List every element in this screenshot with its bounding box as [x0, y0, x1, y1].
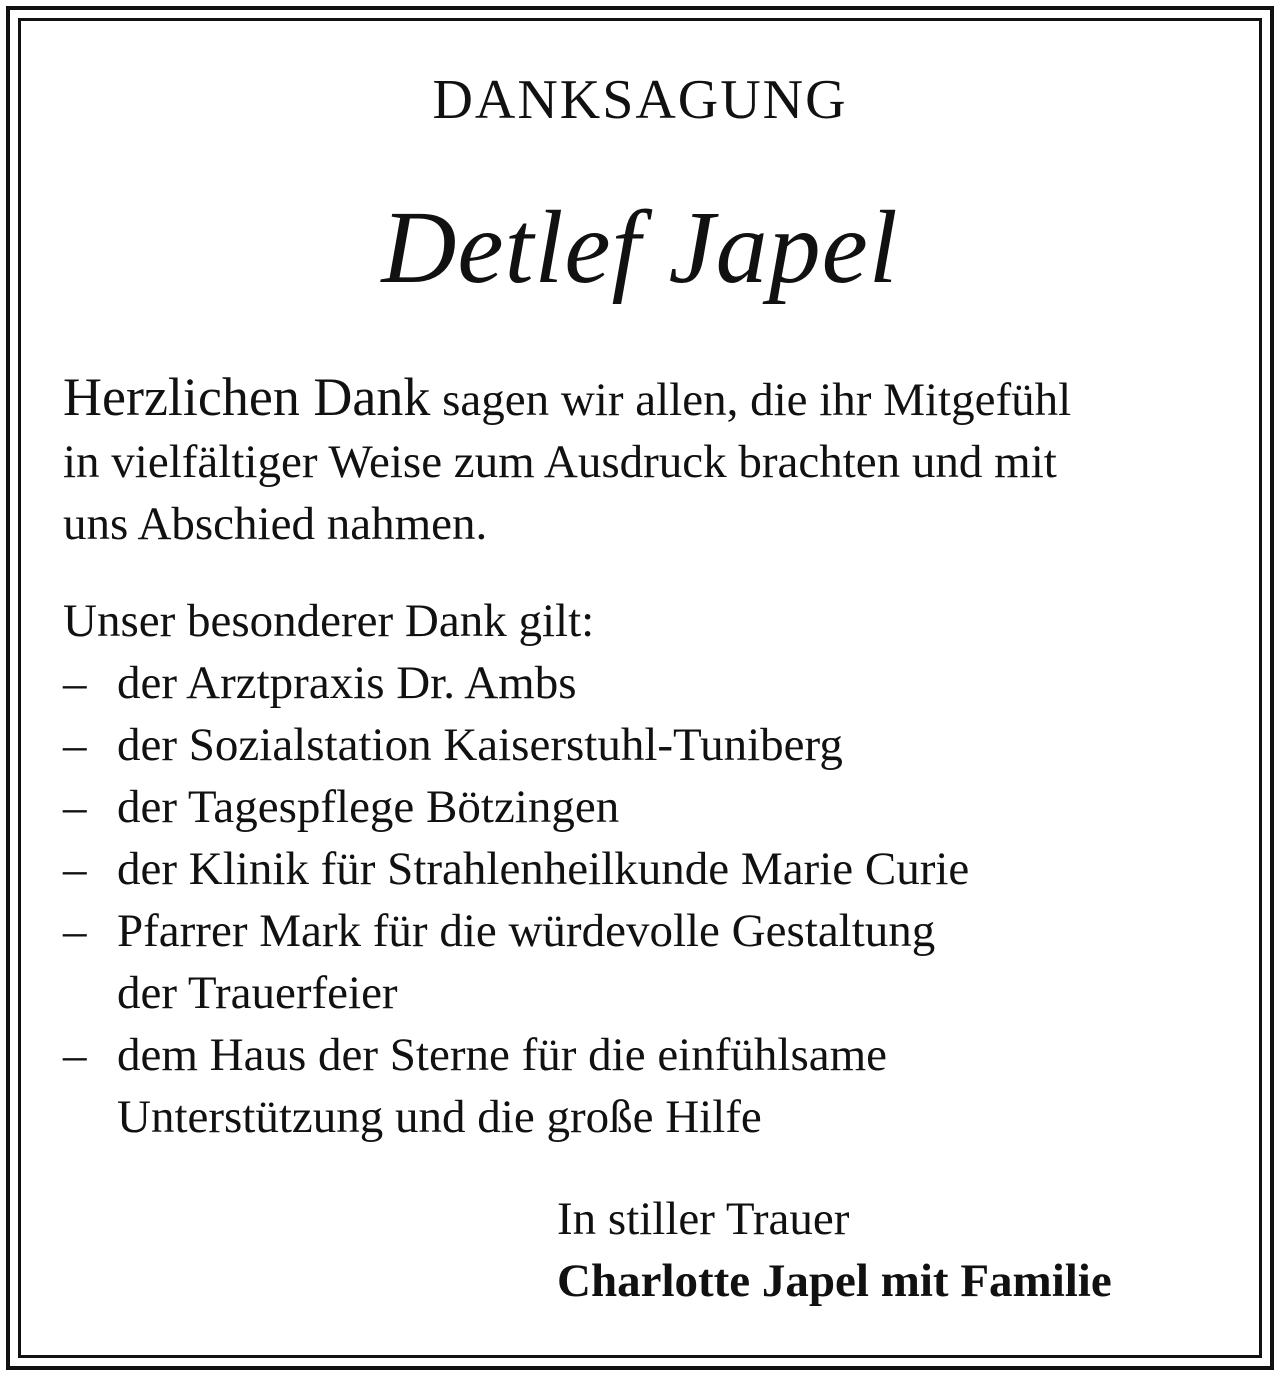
intro-paragraph	[63, 366, 1233, 555]
list-item-text: dem Haus der Sterne für die einfühlsame	[117, 1029, 888, 1081]
deceased-name: Detlef Japel	[381, 190, 899, 305]
mourning-line: In stiller Trauer	[557, 1193, 850, 1245]
list-item	[63, 776, 969, 838]
list-item-text-continued: der Trauerfeier	[117, 967, 398, 1019]
list-dash: –	[63, 719, 87, 771]
intro-lead: Herzlichen Dank	[63, 367, 431, 427]
list-dash: –	[63, 905, 87, 957]
thanks-list	[63, 652, 969, 1148]
list-item	[63, 652, 969, 714]
list-item-text: Pfarrer Mark für die würdevolle Gestaltung	[117, 905, 936, 957]
list-item-text: der Sozialstation Kaiserstuhl-Tuniberg	[117, 719, 843, 771]
list-dash: –	[63, 1029, 87, 1081]
signatory-name: Charlotte Japel mit Familie	[557, 1255, 1112, 1307]
intro-line2: in vielfältiger Weise zum Ausdruck brachten und mit	[63, 436, 1057, 488]
list-dash: –	[63, 843, 87, 895]
list-item-text: der Klinik für Strahlenheilkunde Marie Curie	[117, 843, 970, 895]
intro-line1-rest: sagen wir allen, die ihr Mitgefühl	[430, 374, 1072, 426]
thanks-heading: Unser besonderer Dank gilt:	[63, 595, 595, 647]
list-item	[63, 1024, 969, 1148]
list-item-text: der Arztpraxis Dr. Ambs	[117, 657, 577, 709]
list-item-text-continued: Unterstützung und die große Hilfe	[117, 1091, 762, 1143]
list-item-text: der Tagespflege Bötzingen	[117, 781, 620, 833]
list-item	[63, 838, 969, 900]
list-item	[63, 714, 969, 776]
list-dash: –	[63, 781, 87, 833]
notice-heading: DANKSAGUNG	[432, 69, 848, 131]
intro-line3: uns Abschied nahmen.	[63, 498, 488, 550]
list-item	[63, 900, 969, 1024]
list-dash: –	[63, 657, 87, 709]
